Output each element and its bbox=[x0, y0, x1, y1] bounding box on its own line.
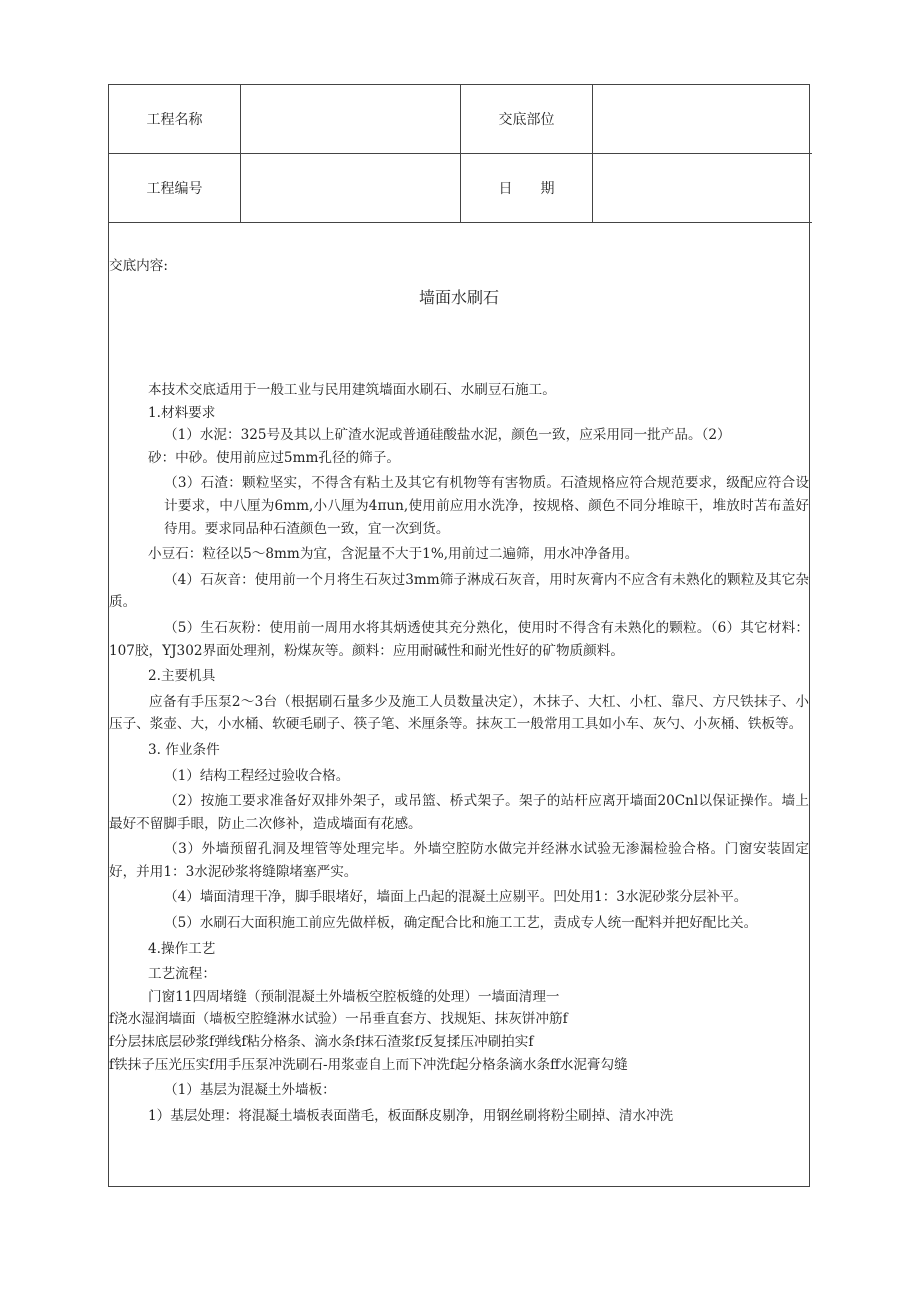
section-1-title: 1.材料要求 bbox=[148, 404, 216, 421]
handover-part-value bbox=[593, 85, 813, 154]
intro-paragraph: 本技术交底适用于一般工业与民用建筑墙面水刷石、水刷豆石施工。 bbox=[148, 382, 556, 398]
s3-paragraph-5: （5）水刷石大面积施工前应先做样板，确定配合比和施工工艺，责成专人统一配料并把好配比关。 bbox=[164, 915, 758, 932]
date-label: 日 期 bbox=[461, 154, 593, 223]
project-number-label: 工程编号 bbox=[109, 154, 241, 223]
project-name-label: 工程名称 bbox=[109, 85, 241, 154]
flow-line-2: f浇水湿润墙面（墙板空腔缝淋水试验）一吊垂直套方、找规矩、抹灰饼冲筋f bbox=[109, 1011, 568, 1028]
flow-label: 工艺流程： bbox=[148, 966, 216, 983]
header-row-2 bbox=[109, 154, 812, 223]
section-4-title: 4.操作工艺 bbox=[148, 940, 216, 957]
s1-paragraph-1a: （1）水泥：325号及其以上矿渣水泥或普通硅酸盐水泥，颜色一致，应采用同一批产品。（2） bbox=[164, 427, 731, 444]
s2-paragraph-1: 应备有手压泵2～3台（根据刷石量多少及施工人员数量决定），木抹子、大杠、小杠、靠尺、方尺铁抹子、小压子、浆壶、大，小水桶、软硬毛刷子、筷子笔、米厘条等。抹灰工一般常用工具如小车、灰勺、小灰桶、铁板等。 bbox=[109, 693, 809, 733]
s1-paragraph-1b: 砂：中砂。使用前应过5mm孔径的筛子。 bbox=[148, 449, 400, 466]
s4-paragraph-2: 1）基层处理：将混凝土墙板表面凿毛，板面酥皮剔净，用钢丝刷将粉尘刷掉、清水冲洗 bbox=[148, 1107, 674, 1124]
header-table bbox=[109, 85, 812, 223]
process-flow bbox=[109, 986, 809, 1076]
date-value bbox=[593, 154, 813, 223]
s4-paragraph-1: （1）基层为混凝土外墙板： bbox=[164, 1082, 336, 1099]
s1-paragraph-4: （4）石灰音：使用前一个月将生石灰过3mm筛子淋成石灰音，用时灰膏内不应含有未熟化的颗粒及其它杂质。 bbox=[109, 571, 809, 611]
s3-paragraph-4: （4）墙面清理干净，脚手眼堵好，墙面上凸起的混凝土应剔平。凹处用1：3水泥砂浆分层补平。 bbox=[164, 889, 748, 906]
handover-part-label: 交底部位 bbox=[461, 85, 593, 154]
header-row-1 bbox=[109, 85, 812, 154]
flow-line-4: f铁抹子压光压实f用手压泵冲洗刷石-用浆壶自上而下冲洗f起分格条滴水条ff水泥膏勾缝 bbox=[109, 1056, 628, 1073]
s3-paragraph-2: （2）按施工要求准备好双排外架子，或吊篮、桥式架子。架子的站杆应离开墙面20Cnl以保证操作。墙上最好不留脚手眼，防止二次修补，造成墙面有花感。 bbox=[109, 793, 809, 832]
flow-line-3: f分层抹底层砂浆f弹线f粘分格条、滴水条f抹石渣浆f反复揉压冲刷拍实f bbox=[109, 1034, 534, 1051]
section-2-title: 2.主要机具 bbox=[148, 668, 216, 685]
section-3-title: 3. 作业条件 bbox=[148, 741, 220, 758]
handover-form bbox=[108, 84, 810, 1187]
s1-paragraph-3: 小豆石：粒径以5～8mm为宜，含泥量不大于1%,用前过二遍筛，用水冲净备用。 bbox=[148, 546, 639, 563]
project-number-value bbox=[241, 154, 461, 223]
s3-paragraph-1: （1）结构工程经过验收合格。 bbox=[164, 767, 350, 784]
s3-paragraph-3: （3）外墙预留孔洞及埋管等处理完毕。外墙空腔防水做完并经淋水试验无渗漏检验合格。门窗安装固定好，并用1：3水泥砂浆将缝隙堵塞严实。 bbox=[109, 841, 809, 880]
content-body bbox=[109, 379, 809, 1127]
s1-paragraph-2: （3）石渣：颗粒坚实，不得含有粘土及其它有机物等有害物质。石渣规格应符合规范要求，级配应符合设计要求，中八厘为6mm,小八厘为4πun,使用前应用水洗净，按规格、颜色不同分堆晾干，堆放时苫布盖好待用。要求同品种石渣颜色一致，宜一次到货。 bbox=[164, 475, 809, 537]
document-title: 墙面水刷石 bbox=[418, 288, 499, 307]
s1-paragraph-5: （5）生石灰粉：使用前一周用水将其炳透使其充分熟化，使用时不得含有未熟化的颗粒。（6）其它材料：107胶，YJ302界面处理剂，粉煤灰等。颜料：应用耐碱性和耐光性好的矿物质颜料。 bbox=[109, 619, 809, 659]
project-name-value bbox=[241, 85, 461, 154]
flow-line-1: 门窗11四周堵缝（预制混凝土外墙板空腔板缝的处理）一墙面清理一 bbox=[148, 988, 560, 1005]
content-label: 交底内容: bbox=[109, 258, 168, 274]
